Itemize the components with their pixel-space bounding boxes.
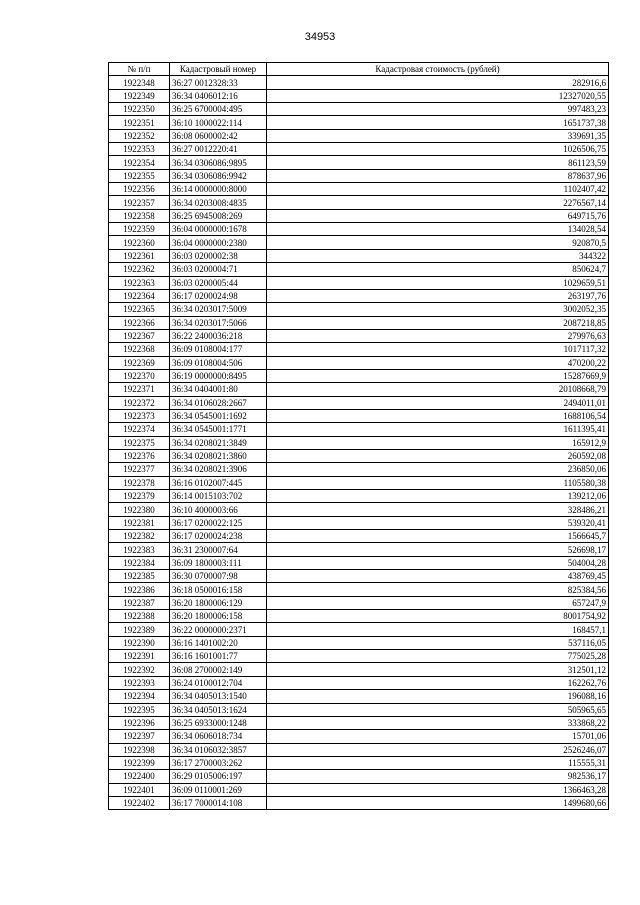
cadastral-value-cell: 279976,63 [267, 329, 609, 342]
table-row [109, 530, 609, 543]
row-number-cell: 1922361 [109, 249, 170, 262]
table-row [109, 449, 609, 462]
table-row [109, 369, 609, 382]
table-row [109, 76, 609, 89]
row-number-cell: 1922376 [109, 449, 170, 462]
cadastral-number-cell: 36:09 0108004:177 [170, 343, 267, 356]
table-row [109, 129, 609, 142]
cadastral-number-cell: 36:09 0108004:506 [170, 356, 267, 369]
cadastral-value-cell: 344322 [267, 249, 609, 262]
cadastral-value-cell: 165912,9 [267, 436, 609, 449]
row-number-cell: 1922380 [109, 503, 170, 516]
row-number-cell: 1922349 [109, 89, 170, 102]
row-number-cell: 1922368 [109, 343, 170, 356]
table-row [109, 329, 609, 342]
cadastral-value-cell: 470200,22 [267, 356, 609, 369]
cadastral-value-cell: 537116,05 [267, 636, 609, 649]
cadastral-value-cell: 115555,31 [267, 756, 609, 769]
cadastral-number-cell: 36:19 0000000:8495 [170, 369, 267, 382]
cadastral-value-cell: 850624,7 [267, 263, 609, 276]
row-number-cell: 1922397 [109, 730, 170, 743]
cadastral-number-cell: 36:34 0405013:1540 [170, 690, 267, 703]
cadastral-number-cell: 36:31 2300007:64 [170, 543, 267, 556]
row-number-cell: 1922352 [109, 129, 170, 142]
row-number-cell: 1922350 [109, 103, 170, 116]
cadastral-value-cell: 2494011,01 [267, 396, 609, 409]
cadastral-value-cell: 8001754,92 [267, 610, 609, 623]
cadastral-number-cell: 36:04 0000000:1678 [170, 223, 267, 236]
cadastral-number-cell: 36:09 1800003:111 [170, 556, 267, 569]
row-number-cell: 1922384 [109, 556, 170, 569]
cadastral-number-cell: 36:25 6700004:495 [170, 103, 267, 116]
row-number-cell: 1922378 [109, 476, 170, 489]
table-row [109, 169, 609, 182]
table-row [109, 730, 609, 743]
table-row [109, 276, 609, 289]
row-number-cell: 1922385 [109, 570, 170, 583]
cadastral-value-cell: 20108668,79 [267, 383, 609, 396]
cadastral-value-cell: 1366463,28 [267, 783, 609, 796]
table-row [109, 690, 609, 703]
table-row [109, 249, 609, 262]
cadastral-number-cell: 36:34 0208021:3849 [170, 436, 267, 449]
cadastral-number-cell: 36:17 0200024:238 [170, 530, 267, 543]
row-number-cell: 1922356 [109, 183, 170, 196]
cadastral-value-cell: 134028,54 [267, 223, 609, 236]
cadastral-number-cell: 36:34 0406012:16 [170, 89, 267, 102]
row-number-cell: 1922399 [109, 756, 170, 769]
cadastral-number-cell: 36:14 0015103:702 [170, 490, 267, 503]
table-row [109, 316, 609, 329]
table-row [109, 783, 609, 796]
cadastral-number-cell: 36:18 0500016:158 [170, 583, 267, 596]
cadastral-value-cell: 526698,17 [267, 543, 609, 556]
table-row [109, 89, 609, 102]
row-number-cell: 1922355 [109, 169, 170, 182]
cadastral-number-cell: 36:08 2700002:149 [170, 663, 267, 676]
row-number-cell: 1922360 [109, 236, 170, 249]
row-number-cell: 1922353 [109, 143, 170, 156]
cadastral-value-cell: 328486,21 [267, 503, 609, 516]
cadastral-value-cell: 997483,23 [267, 103, 609, 116]
cadastral-number-cell: 36:24 0100012:704 [170, 676, 267, 689]
cadastral-number-cell: 36:34 0106028:2667 [170, 396, 267, 409]
table-row [109, 209, 609, 222]
row-number-cell: 1922377 [109, 463, 170, 476]
table-row [109, 183, 609, 196]
row-number-cell: 1922393 [109, 676, 170, 689]
cadastral-number-cell: 36:29 0105006:197 [170, 770, 267, 783]
row-number-cell: 1922354 [109, 156, 170, 169]
table-body [109, 76, 609, 810]
table-row [109, 196, 609, 209]
cadastral-number-cell: 36:34 0208021:3860 [170, 449, 267, 462]
cadastral-number-cell: 36:17 2700003:262 [170, 756, 267, 769]
cadastral-value-cell: 312501,12 [267, 663, 609, 676]
cadastral-number-cell: 36:34 0203017:5009 [170, 303, 267, 316]
table-row [109, 543, 609, 556]
row-number-cell: 1922372 [109, 396, 170, 409]
cadastral-value-cell: 2526246,07 [267, 743, 609, 756]
page-number: 34953 [304, 31, 336, 43]
row-number-cell: 1922362 [109, 263, 170, 276]
table-row [109, 796, 609, 809]
row-number-cell: 1922370 [109, 369, 170, 382]
row-number-cell: 1922400 [109, 770, 170, 783]
table-row [109, 156, 609, 169]
cadastral-number-cell: 36:22 0000000:2371 [170, 623, 267, 636]
cadastral-value-cell: 825384,56 [267, 583, 609, 596]
row-number-cell: 1922365 [109, 303, 170, 316]
cadastral-number-cell: 36:16 1601001:77 [170, 650, 267, 663]
cadastral-value-cell: 982536,17 [267, 770, 609, 783]
table-row [109, 743, 609, 756]
cadastral-number-cell: 36:16 0102007:445 [170, 476, 267, 489]
table-row [109, 610, 609, 623]
cadastral-value-cell: 1102407,42 [267, 183, 609, 196]
cadastral-number-cell: 36:10 4000003:66 [170, 503, 267, 516]
row-number-cell: 1922398 [109, 743, 170, 756]
row-number-cell: 1922392 [109, 663, 170, 676]
row-number-cell: 1922363 [109, 276, 170, 289]
row-number-cell: 1922388 [109, 610, 170, 623]
column-header-row-number: № п/п [109, 63, 170, 76]
row-number-cell: 1922364 [109, 289, 170, 302]
row-number-cell: 1922394 [109, 690, 170, 703]
cadastral-number-cell: 36:16 1401002:20 [170, 636, 267, 649]
cadastral-value-cell: 333868,22 [267, 716, 609, 729]
table-row [109, 490, 609, 503]
row-number-cell: 1922386 [109, 583, 170, 596]
cadastral-value-cell: 2087218,85 [267, 316, 609, 329]
cadastral-value-cell: 236850,06 [267, 463, 609, 476]
cadastral-number-cell: 36:25 6933000:1248 [170, 716, 267, 729]
table-row [109, 303, 609, 316]
row-number-cell: 1922357 [109, 196, 170, 209]
table-header-row [109, 63, 609, 76]
row-number-cell: 1922382 [109, 530, 170, 543]
cadastral-number-cell: 36:25 6945008:269 [170, 209, 267, 222]
row-number-cell: 1922395 [109, 703, 170, 716]
table-row [109, 596, 609, 609]
cadastral-number-cell: 36:09 0110001:269 [170, 783, 267, 796]
table-row [109, 636, 609, 649]
row-number-cell: 1922391 [109, 650, 170, 663]
cadastral-number-cell: 36:34 0606018:734 [170, 730, 267, 743]
table-row [109, 263, 609, 276]
cadastral-number-cell: 36:34 0203008:4835 [170, 196, 267, 209]
cadastral-value-cell: 878637,96 [267, 169, 609, 182]
cadastral-value-cell: 1611395,41 [267, 423, 609, 436]
cadastral-value-cell: 139212,06 [267, 490, 609, 503]
cadastral-value-cell: 539320,41 [267, 516, 609, 529]
table-row [109, 223, 609, 236]
cadastral-number-cell: 36:08 0600002:42 [170, 129, 267, 142]
cadastral-value-cell: 505965,65 [267, 703, 609, 716]
cadastral-number-cell: 36:20 1800006:158 [170, 610, 267, 623]
row-number-cell: 1922379 [109, 490, 170, 503]
cadastral-number-cell: 36:34 0404001:80 [170, 383, 267, 396]
table-row [109, 103, 609, 116]
table-row [109, 556, 609, 569]
row-number-cell: 1922401 [109, 783, 170, 796]
row-number-cell: 1922367 [109, 329, 170, 342]
cadastral-value-cell: 263197,76 [267, 289, 609, 302]
table-row [109, 676, 609, 689]
row-number-cell: 1922369 [109, 356, 170, 369]
table-row [109, 383, 609, 396]
cadastral-value-cell: 2276567,14 [267, 196, 609, 209]
cadastral-number-cell: 36:17 7000014:108 [170, 796, 267, 809]
row-number-cell: 1922373 [109, 409, 170, 422]
cadastral-number-cell: 36:27 0012220:41 [170, 143, 267, 156]
cadastral-number-cell: 36:34 0545001:1692 [170, 409, 267, 422]
table-row [109, 756, 609, 769]
cadastral-value-cell: 438769,45 [267, 570, 609, 583]
row-number-cell: 1922358 [109, 209, 170, 222]
cadastral-value-cell: 1029659,51 [267, 276, 609, 289]
cadastral-number-cell: 36:34 0106032:3857 [170, 743, 267, 756]
cadastral-number-cell: 36:34 0306086:9942 [170, 169, 267, 182]
cadastral-value-cell: 12327020,55 [267, 89, 609, 102]
cadastral-number-cell: 36:34 0545001:1771 [170, 423, 267, 436]
cadastral-value-cell: 657247,9 [267, 596, 609, 609]
table-row [109, 650, 609, 663]
cadastral-value-cell: 162262,76 [267, 676, 609, 689]
cadastral-number-cell: 36:20 1800006:129 [170, 596, 267, 609]
column-header-cadastral-number: Кадастровый номер [170, 63, 267, 76]
cadastral-number-cell: 36:34 0405013:1624 [170, 703, 267, 716]
cadastral-number-cell: 36:34 0203017:5066 [170, 316, 267, 329]
row-number-cell: 1922396 [109, 716, 170, 729]
table-row [109, 289, 609, 302]
row-number-cell: 1922359 [109, 223, 170, 236]
cadastral-number-cell: 36:34 0306086:9895 [170, 156, 267, 169]
cadastral-number-cell: 36:03 0200002:38 [170, 249, 267, 262]
row-number-cell: 1922402 [109, 796, 170, 809]
row-number-cell: 1922351 [109, 116, 170, 129]
table-row [109, 463, 609, 476]
table-row [109, 663, 609, 676]
cadastral-number-cell: 36:10 1000022:114 [170, 116, 267, 129]
cadastral-number-cell: 36:34 0208021:3906 [170, 463, 267, 476]
cadastral-value-cell: 196088,16 [267, 690, 609, 703]
cadastral-value-cell: 504004,28 [267, 556, 609, 569]
table-row [109, 770, 609, 783]
row-number-cell: 1922383 [109, 543, 170, 556]
cadastral-value-cell: 15701,06 [267, 730, 609, 743]
row-number-cell: 1922387 [109, 596, 170, 609]
table-row [109, 583, 609, 596]
row-number-cell: 1922390 [109, 636, 170, 649]
cadastral-number-cell: 36:03 0200004:71 [170, 263, 267, 276]
cadastral-number-cell: 36:27 0012328:33 [170, 76, 267, 89]
row-number-cell: 1922348 [109, 76, 170, 89]
cadastral-value-table [108, 62, 609, 810]
cadastral-value-cell: 1651737,38 [267, 116, 609, 129]
cadastral-number-cell: 36:04 0000000:2380 [170, 236, 267, 249]
cadastral-number-cell: 36:17 0200024:98 [170, 289, 267, 302]
cadastral-value-cell: 1105580,38 [267, 476, 609, 489]
cadastral-number-cell: 36:17 0200022:125 [170, 516, 267, 529]
cadastral-value-cell: 1026506,75 [267, 143, 609, 156]
cadastral-value-cell: 861123,59 [267, 156, 609, 169]
table-row [109, 570, 609, 583]
table-row [109, 343, 609, 356]
cadastral-value-cell: 15287669,9 [267, 369, 609, 382]
row-number-cell: 1922371 [109, 383, 170, 396]
cadastral-value-cell: 920870,5 [267, 236, 609, 249]
table-row [109, 503, 609, 516]
row-number-cell: 1922375 [109, 436, 170, 449]
cadastral-value-cell: 1017117,32 [267, 343, 609, 356]
cadastral-value-cell: 3002052,35 [267, 303, 609, 316]
cadastral-number-cell: 36:03 0200005:44 [170, 276, 267, 289]
cadastral-value-cell: 168457,1 [267, 623, 609, 636]
column-header-cadastral-value: Кадастровая стоимость (рублей) [267, 63, 609, 76]
cadastral-value-cell: 1688106,54 [267, 409, 609, 422]
table-row [109, 716, 609, 729]
cadastral-value-cell: 260592,08 [267, 449, 609, 462]
row-number-cell: 1922389 [109, 623, 170, 636]
row-number-cell: 1922381 [109, 516, 170, 529]
cadastral-number-cell: 36:14 0000000:8000 [170, 183, 267, 196]
table-row [109, 116, 609, 129]
table-row [109, 143, 609, 156]
cadastral-value-cell: 282916,6 [267, 76, 609, 89]
table-row [109, 703, 609, 716]
table-row [109, 409, 609, 422]
table-row [109, 623, 609, 636]
table-row [109, 236, 609, 249]
table-row [109, 356, 609, 369]
table-row [109, 423, 609, 436]
cadastral-value-cell: 649715,76 [267, 209, 609, 222]
cadastral-value-cell: 1499680,66 [267, 796, 609, 809]
table-row [109, 476, 609, 489]
table-row [109, 436, 609, 449]
cadastral-number-cell: 36:30 0700007:98 [170, 570, 267, 583]
row-number-cell: 1922374 [109, 423, 170, 436]
cadastral-value-cell: 1566645,7 [267, 530, 609, 543]
cadastral-number-cell: 36:22 2400036:218 [170, 329, 267, 342]
table-row [109, 396, 609, 409]
cadastral-value-cell: 775025,28 [267, 650, 609, 663]
table-row [109, 516, 609, 529]
cadastral-value-cell: 339691,35 [267, 129, 609, 142]
row-number-cell: 1922366 [109, 316, 170, 329]
